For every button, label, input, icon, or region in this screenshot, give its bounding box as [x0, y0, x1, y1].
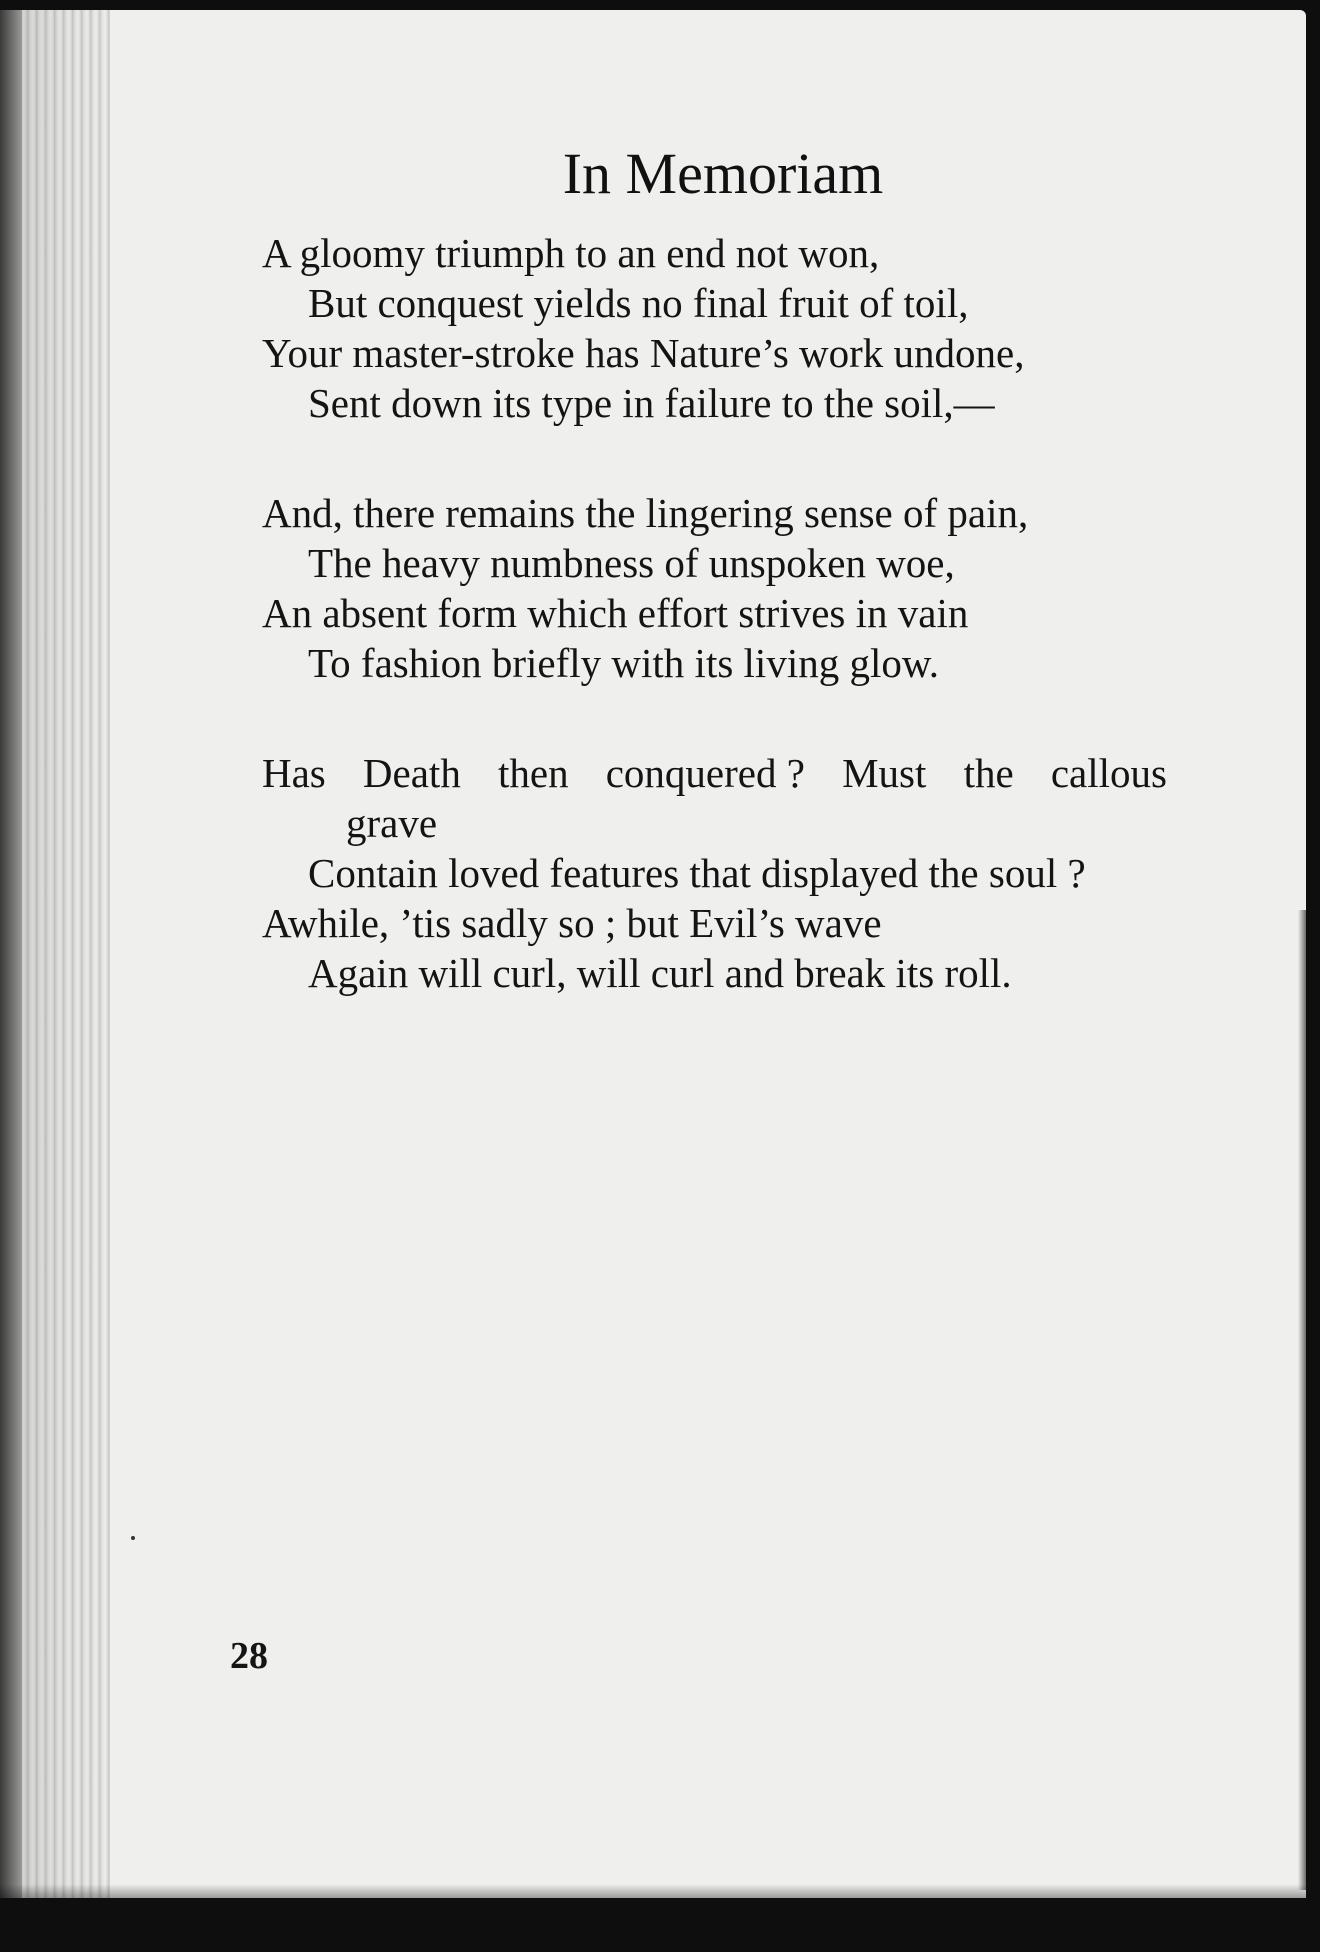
page-right-edge — [1298, 910, 1306, 1890]
poem-line: Your master-stroke has Nature’s work undone, — [262, 330, 1025, 376]
poem-word: then — [497, 750, 569, 796]
poem-word: the — [963, 750, 1014, 796]
ink-speck — [131, 1536, 135, 1540]
poem-line: Sent down its type in failure to the soil,— — [308, 380, 995, 426]
poem-word: Must — [842, 750, 927, 796]
poem-word: Has — [262, 750, 326, 796]
book-page — [0, 10, 1306, 1898]
stanza-3 — [262, 748, 1272, 998]
poem-line-wrap: grave — [346, 800, 438, 846]
stanza-2 — [262, 488, 1272, 688]
poem-word: Death — [362, 750, 461, 796]
poem-line: To fashion briefly with its living glow. — [308, 640, 940, 686]
poem-line: And, there remains the lingering sense of pain, — [262, 490, 1029, 536]
poem-line-justified — [262, 748, 1167, 798]
stanza-1 — [262, 228, 1272, 428]
poem-line: The heavy numbness of unspoken woe, — [308, 540, 955, 586]
poem-line: Contain loved features that displayed the soul ? — [308, 850, 1086, 896]
poem-line: An absent form which effort strives in vain — [262, 590, 969, 636]
poem-line: Again will curl, will curl and break its roll. — [308, 950, 1012, 996]
poem-body — [262, 228, 1272, 1058]
poem-line: Awhile, ’tis sadly so ; but Evil’s wave — [262, 900, 882, 946]
poem-line: A gloomy triumph to an end not won, — [262, 230, 880, 276]
poem-word: conquered ? — [605, 750, 805, 796]
poem-word: callous — [1050, 750, 1167, 796]
page-number: 28 — [230, 1635, 268, 1677]
poem-line: But conquest yields no final fruit of toil, — [308, 280, 969, 326]
page-bottom-edge — [0, 1884, 1306, 1898]
poem-title: In Memoriam — [562, 141, 884, 206]
page-gutter — [0, 10, 22, 1898]
